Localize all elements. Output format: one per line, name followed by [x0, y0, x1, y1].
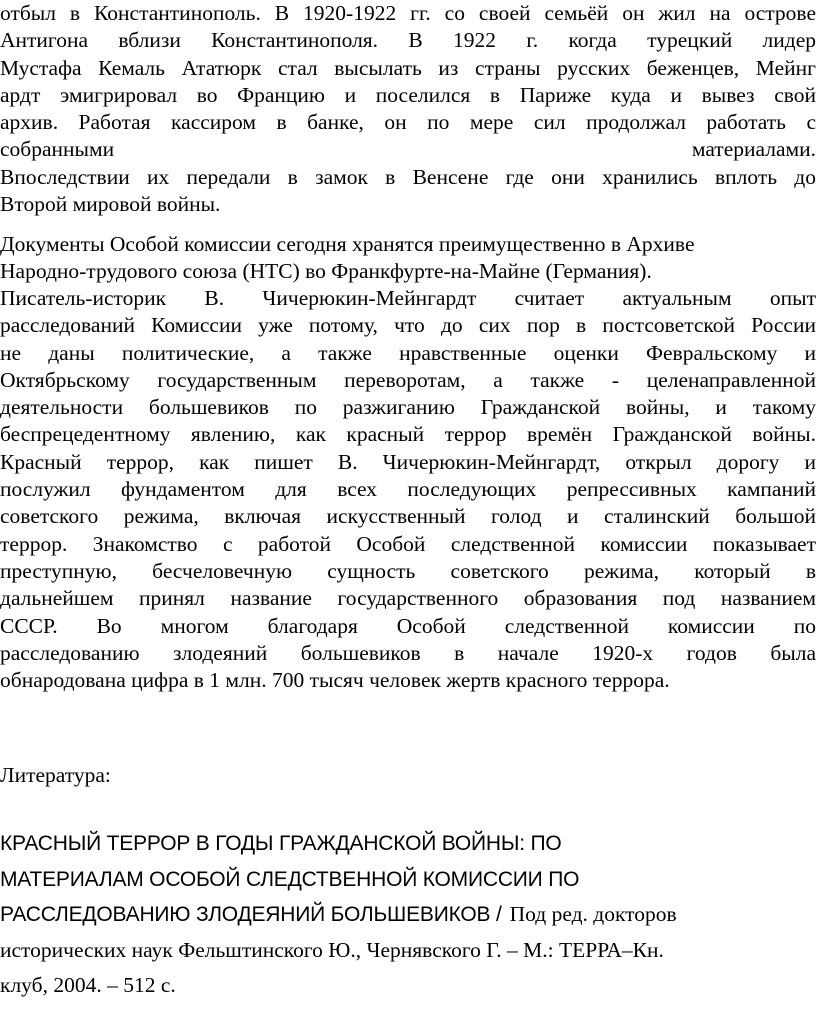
text-line: ардт эмигрировал во Францию и поселился в Париже куда и вывез свой [0, 82, 816, 107]
text-line: преступную, бесчеловечную сущность советского режима, который в [0, 558, 816, 583]
text-line: дальнейшем принял название государственного образования под названием [0, 586, 816, 611]
literature-heading: Литература: [0, 763, 111, 787]
text-line: Красный террор, как пишет В. Чичерюкин-Мейнгардт, открыл дорогу и [0, 449, 816, 474]
paragraph-assessment [0, 285, 816, 694]
text-line: архив. Работая кассиром в банке, он по мере сил продолжал работать с [0, 110, 816, 135]
citation-title-end: РАССЛЕДОВАНИЮ ЗЛОДЕЯНИЙ БОЛЬШЕВИКОВ / [0, 903, 502, 926]
citation-title-line [0, 897, 816, 933]
bibliography-citation [0, 826, 816, 1004]
citation-editors-line: исторических наук Фельштинского Ю., Чернявского Г. – М.: ТЕРРА–Кн. [0, 937, 664, 962]
text-line: беспрецедентному явлению, как красный террор времён Гражданской войны. [0, 422, 816, 447]
text-line: Второй мировой войны. [0, 192, 221, 217]
paragraph-emigration [0, 0, 816, 218]
text-line: Документы Особой комиссии сегодня хранятся преимущественно в Архиве [0, 232, 695, 256]
text-line: советского режима, включая искусственный голод и сталинский большой [0, 504, 816, 529]
text-line: послужил фундаментом для всех последующих репрессивных кампаний [0, 477, 816, 502]
citation-editors: Под ред. докторов [509, 902, 677, 926]
text-line: СССР. Во многом благодаря Особой следственной комиссии по [0, 613, 816, 638]
text-line: деятельности большевиков по разжиганию Гражданской войны, и такому [0, 395, 816, 420]
text-line: расследований Комиссии уже потому, что до сих пор в постсоветской России [0, 313, 816, 338]
text-line: Писатель-историк В. Чичерюкин-Мейнгардт считает актуальным опыт [0, 286, 816, 310]
text-line: не даны политические, а также нравственные оценки Февральскому и [0, 340, 816, 365]
citation-publisher-line: клуб, 2004. – 512 с. [0, 973, 176, 997]
text-line: террор. Знакомство с работой Особой следственной комиссии показывает [0, 531, 816, 556]
text-line: собранными материалами. [0, 137, 816, 162]
citation-title-line: КРАСНЫЙ ТЕРРОР В ГОДЫ ГРАЖДАНСКОЙ ВОЙНЫ: ПО [0, 832, 562, 855]
text-line: Антигона вблизи Константинополя. В 1922 г. когда турецкий лидер [0, 28, 816, 53]
text-line: Октябрьскому государственным переворотам, а также - целенаправленной [0, 367, 816, 392]
paragraph-archive [0, 231, 816, 286]
text-line: Впоследствии их передали в замок в Венсене где они хранились вплоть до [0, 164, 816, 189]
text-line: расследованию злодеяний большевиков в начале 1920-х годов была [0, 640, 816, 665]
text-line: Народно-трудового союза (НТС) во Франкфурте-на-Майне (Германия). [0, 259, 652, 284]
text-line: Мустафа Кемаль Ататюрк стал высылать из страны русских беженцев, Мейнг [0, 55, 816, 80]
citation-title-line: МАТЕРИАЛАМ ОСОБОЙ СЛЕДСТВЕННОЙ КОМИССИИ ПО [0, 867, 580, 891]
text-line: обнародована цифра в 1 млн. 700 тысяч человек жертв красного террора. [0, 668, 670, 693]
text-line: отбыл в Константинополь. В 1920-1922 гг. со своей семьёй он жил на острове [0, 1, 816, 25]
